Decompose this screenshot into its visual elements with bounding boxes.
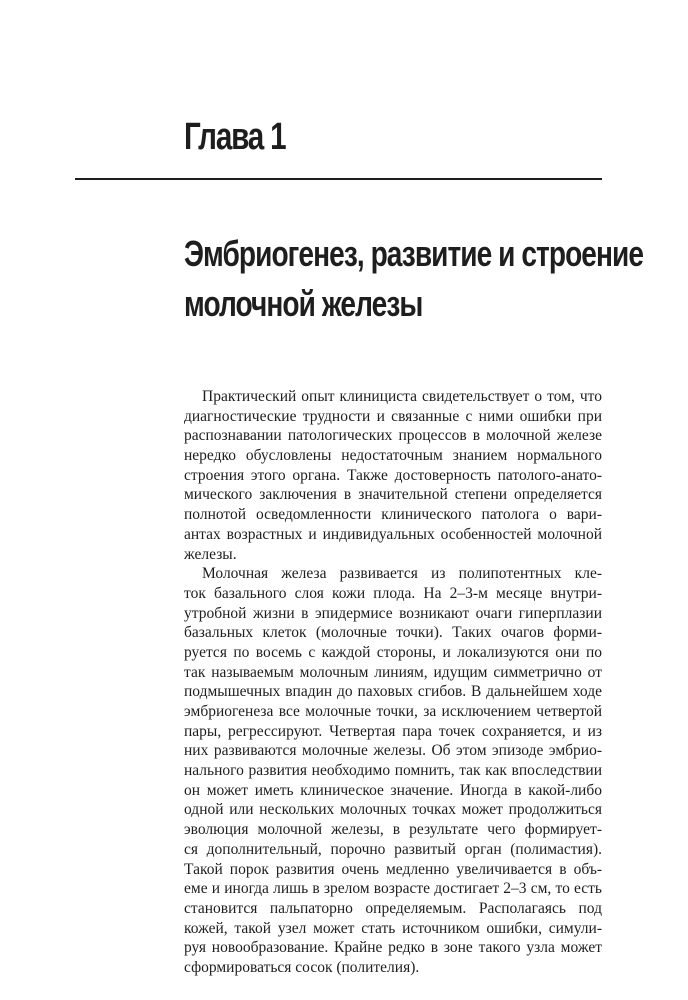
text-line: подмышечных впадин до паховых сгибов. В дальнейшем ходе [184,683,602,701]
text-line: базальных клеток (молочные точки). Таких очагов форми- [184,624,602,642]
text-line: сформироваться сосок (полителия). [184,958,420,976]
text-line: ся дополнительный, порочно развитый орган (полимастия). [184,840,602,858]
text-line: нередко обусловлены недостаточным знанием нормального [184,447,602,465]
text-line: распознавании патологических процессов в молочной железе [184,427,602,445]
text-line: полнотой осведомленности клинического патолога о вари- [184,506,602,524]
text-line: мического заключения в значительной степени определяется [184,486,602,504]
text-line: эволюция молочной железы, в результате чего формирует- [184,821,602,839]
text-line: диагностические трудности и связанные с ними ошибки при [184,407,602,425]
text-line: руя новообразование. Крайне редко в зоне такого узла может [184,939,602,957]
chapter-divider [75,178,602,180]
text-line: них развиваются молочные железы. Об этом эпизоде эмбрио- [184,742,602,760]
text-line: нального развития необходимо помнить, так как впоследствии [184,762,602,780]
text-line: Практический опыт клинициста свидетельствует о том, что [202,388,602,405]
text-line: он может иметь клиническое значение. Иногда в какой-либо [184,781,602,799]
chapter-title-line: молочной железы [184,283,423,324]
text-line: становится пальпаторно определяемым. Располагаясь под [184,899,602,917]
text-line: Такой порок развития очень медленно увеличивается в объ- [184,860,602,878]
text-line: ток базального слоя кожи плода. На 2–3-м месяце внутри- [184,584,602,602]
text-line: строения этого органа. Также достоверность патолого-анато- [184,466,602,484]
text-line: антах возрастных и индивидуальных особенностей молочной [184,525,602,543]
text-line: Молочная железа развивается из полипотентных кле- [202,565,602,583]
chapter-title [184,229,643,329]
text-line: утробной жизни в эпидермисе возникают очаги гиперплазии [184,604,602,622]
text-line: кожей, такой узел может стать источником ошибки, симули- [184,919,602,937]
text-line: одной или нескольких молочных точках может продолжиться [184,801,602,819]
text-line: еме и иногда лишь в зрелом возрасте достигает 2–3 см, то есть [184,880,602,898]
text-line: железы. [184,545,237,563]
text-line: так называемым молочным линиям, идущим симметрично от [184,663,602,681]
text-line: руется по восемь с каждой стороны, и локализуются они по [184,643,602,661]
chapter-title-line: Эмбриогенез, развитие и строение [184,233,644,274]
chapter-label: Глава 1 [184,116,286,158]
body-text [184,387,602,978]
text-line: эмбриогенеза все молочные точки, за исключением четвертой [184,703,602,720]
text-line: пары, регрессируют. Четвертая пара точек сохраняется, и из [184,722,602,740]
